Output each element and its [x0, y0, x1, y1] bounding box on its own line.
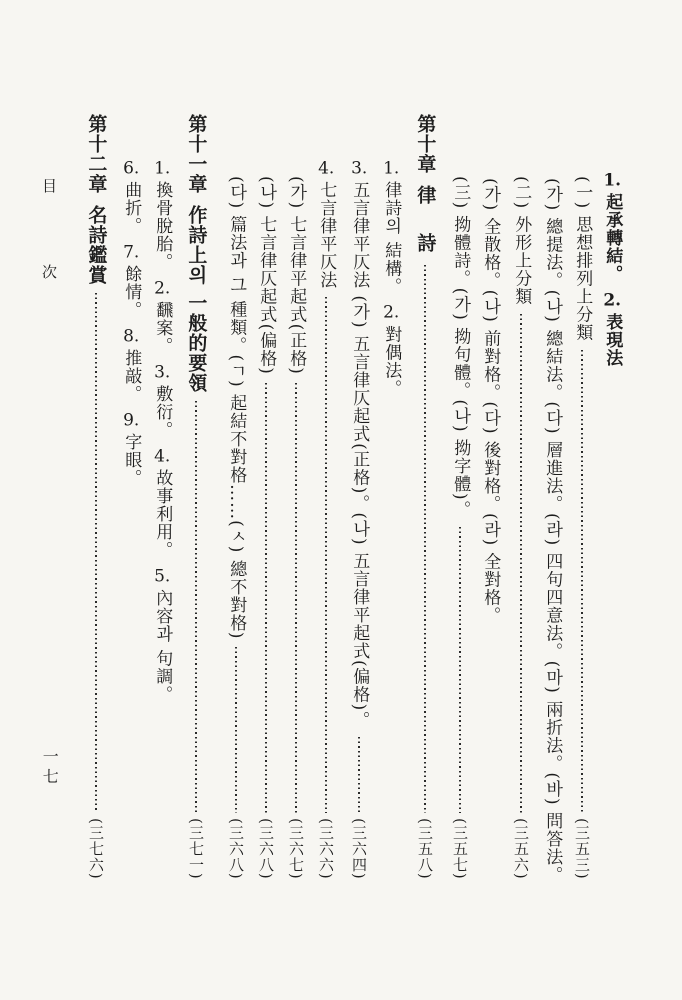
- entry-text: 故事利用。: [152, 469, 173, 559]
- entry-text: (三) 拗體詩。(가) 拗句體。(나) 拗字體)。: [450, 176, 471, 519]
- entry-text: (다) 篇法과 그 種類。(ㄱ) 起結不對格……(ㅅ) 總不對格): [226, 176, 247, 640]
- entry-text: 五言律平仄法 (가) 五言律仄起式(正格)。(나) 五言律平起式(偏格)。: [349, 181, 370, 730]
- page-number: 一七: [40, 748, 60, 788]
- page-ref: (三六八): [227, 818, 245, 880]
- section-number: 1.: [603, 172, 622, 189]
- section-number: 4.: [154, 448, 171, 465]
- section-number: 2.: [383, 304, 400, 322]
- entry-text: (가) 七言律平起式(正格): [286, 176, 307, 375]
- entry-text: 飜案。: [152, 301, 173, 355]
- entry-line: [316, 160, 336, 289]
- entry-text: 曲折。: [121, 181, 142, 235]
- toc-chapter-10-sections-1-2: [376, 160, 406, 397]
- leader-dots: [520, 314, 522, 814]
- entry-text: (가) 總提法。(나) 總結法。(다) 層進法。(라) 四句四意法。(마) 兩折法。(바) 問答法。: [542, 178, 563, 885]
- page-ref: (三六八): [257, 818, 275, 880]
- entry-text: 內容과 句調。: [152, 589, 173, 704]
- toc-section-4-item-a: [281, 176, 311, 880]
- leader-dots: [235, 647, 237, 813]
- section-number: 1.: [383, 160, 400, 177]
- section-number: 2.: [154, 280, 171, 297]
- chapter-number: 第十一章: [185, 114, 208, 194]
- entry-line: [602, 172, 622, 367]
- entry-text: 律詩의 結構。: [381, 181, 402, 296]
- toc-subsection-3: [445, 176, 475, 880]
- toc-chapter-10-section-3: [344, 160, 374, 880]
- entry-line: [121, 160, 141, 487]
- section-number: 4.: [318, 160, 335, 177]
- leader-dots: [195, 401, 197, 814]
- page-ref: (三七六): [87, 818, 105, 880]
- leader-dots: [459, 527, 461, 814]
- leader-dots: [424, 265, 426, 813]
- chapter-title: 律 詩: [414, 185, 437, 257]
- toc-section-4-item-c: [221, 176, 251, 880]
- entry-text: (나) 七言律仄起式(偏格): [256, 176, 277, 375]
- entry-text: 表現法: [602, 313, 623, 367]
- toc-sections-1-2: [597, 172, 627, 367]
- running-header-title: 目 次: [40, 178, 58, 307]
- page-ref: (三六四): [350, 818, 368, 880]
- toc-chapter-11-sections-6-9: [116, 160, 146, 487]
- entry-text: 餘情。: [121, 265, 142, 319]
- page-ref: (三六六): [317, 818, 335, 880]
- leader-dots: [265, 383, 267, 813]
- toc-chapter-11: [181, 114, 211, 880]
- section-number: 6.: [123, 160, 140, 177]
- entry-text: 換骨脫胎。: [152, 181, 173, 271]
- page-ref: (三五七): [451, 818, 469, 880]
- entry-text: (二) 外形上分類: [511, 176, 532, 306]
- toc-chapter-10: [410, 114, 440, 880]
- section-number: 8.: [123, 328, 140, 345]
- toc-subsection-1-items: [537, 178, 567, 884]
- entry-text: 七言律平仄法: [316, 181, 337, 289]
- chapter-number: 第十章: [414, 114, 437, 174]
- section-number: 9.: [123, 412, 140, 429]
- entry-text: 敷衍。: [152, 385, 173, 439]
- page-ref: (三五八): [416, 818, 434, 880]
- entry-line: [152, 160, 172, 703]
- leader-dots: [325, 297, 327, 813]
- page-ref: (三五三): [573, 818, 591, 880]
- section-number: 5.: [154, 568, 171, 585]
- leader-dots: [581, 350, 583, 814]
- toc-chapter-12: [81, 114, 111, 880]
- leader-dots: [95, 293, 97, 813]
- section-number: 3.: [154, 364, 171, 381]
- section-number: 1.: [154, 160, 171, 177]
- entry-line: [381, 160, 401, 397]
- entry-line: [349, 160, 369, 729]
- entry-text: (一) 思想排列上分類: [572, 176, 593, 342]
- chapter-title: 名詩鑑賞: [85, 205, 108, 285]
- entry-text: 對偶法。: [381, 325, 402, 398]
- entry-text: 字眼。: [121, 433, 142, 487]
- section-number: 7.: [123, 244, 140, 261]
- toc-chapter-10-section-4: [311, 160, 341, 880]
- entry-text: 起承轉結。: [602, 193, 623, 283]
- chapter-number: 第十二章: [85, 114, 108, 194]
- entry-text: (가) 全散格。(나) 前對格。(다) 後對格。(라) 全對格。: [480, 178, 501, 625]
- toc-subsection-1: [567, 176, 597, 880]
- section-number: 3.: [351, 160, 368, 177]
- leader-dots: [358, 737, 360, 813]
- toc-subsection-2: [506, 176, 536, 880]
- toc-subsection-2-items: [475, 178, 505, 625]
- leader-dots: [295, 383, 297, 813]
- chapter-title: 作詩上의 一般的要領: [185, 205, 208, 393]
- page-ref: (三五六): [512, 818, 530, 880]
- entry-text: 推敲。: [121, 349, 142, 403]
- page-ref: (三六七): [287, 818, 305, 880]
- toc-section-4-item-b: [251, 176, 281, 880]
- section-number: 2.: [603, 292, 622, 309]
- page-ref: (三七一): [187, 818, 205, 880]
- toc-chapter-11-sections-1-5: [147, 160, 177, 703]
